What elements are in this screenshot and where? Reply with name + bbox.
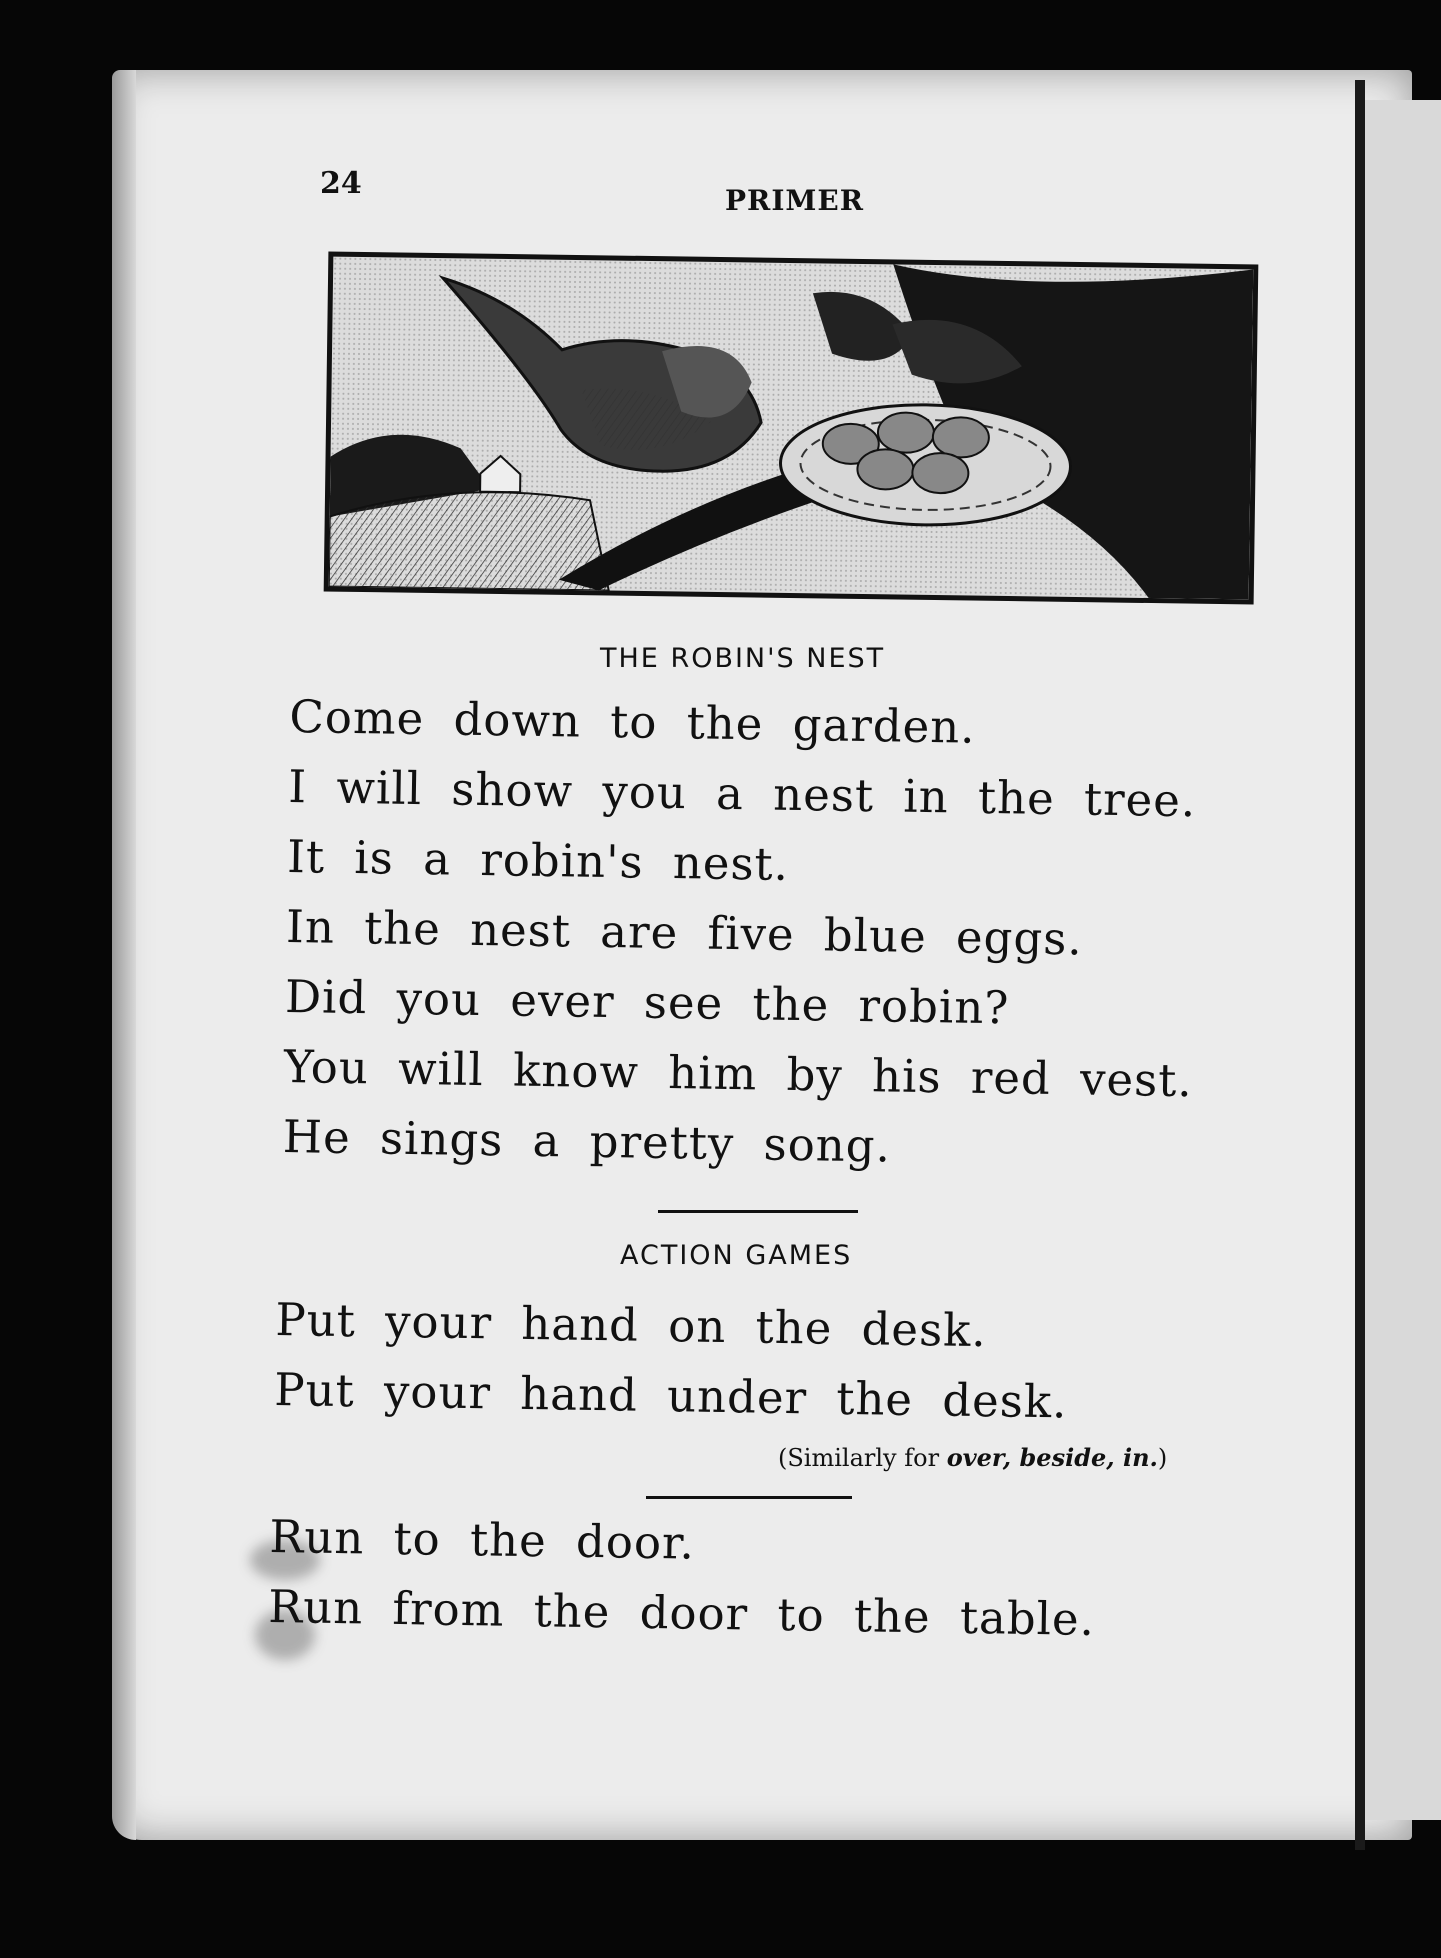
page-edge (112, 70, 136, 1840)
text-line: Did you ever see the robin? (284, 969, 1010, 1035)
lesson-text (282, 682, 1270, 1187)
book-gutter (1355, 80, 1365, 1850)
text-line: Come down to the garden. (289, 689, 976, 754)
text-line: Put your hand under the desk. (273, 1362, 1068, 1429)
text-line: Put your hand on the desk. (275, 1292, 988, 1358)
egg (857, 449, 914, 490)
note-prefix: (Similarly for (778, 1444, 940, 1472)
egg (878, 412, 935, 453)
illustration-caption: THE ROBIN'S NEST (600, 643, 886, 674)
text-line: Run to the door. (269, 1509, 696, 1570)
text-line: It is a robin's nest. (286, 829, 790, 891)
robin-nest-illustration (324, 252, 1259, 605)
section-heading: ACTION GAMES (620, 1240, 853, 1271)
similarly-note (778, 1443, 1167, 1472)
text-line: You will know him by his red vest. (283, 1039, 1194, 1108)
robin-nest-drawing (329, 257, 1254, 600)
note-suffix: ) (1157, 1444, 1168, 1472)
text-line: In the nest are five blue eggs. (285, 899, 1084, 966)
egg (912, 453, 969, 494)
note-words: over, beside, in. (946, 1443, 1158, 1472)
text-line: He sings a pretty song. (282, 1109, 892, 1173)
section-divider (646, 1496, 852, 1499)
action-games-text (268, 1502, 1270, 1658)
page-number: 24 (320, 166, 362, 201)
text-line: I will show you a nest in the tree. (287, 759, 1197, 828)
egg (933, 417, 990, 458)
action-games-text (274, 1285, 1276, 1441)
text-line: Run from the door to the table. (267, 1579, 1096, 1646)
running-head: PRIMER (725, 184, 865, 217)
facing-page-edge (1365, 100, 1441, 1820)
section-divider (658, 1210, 858, 1213)
